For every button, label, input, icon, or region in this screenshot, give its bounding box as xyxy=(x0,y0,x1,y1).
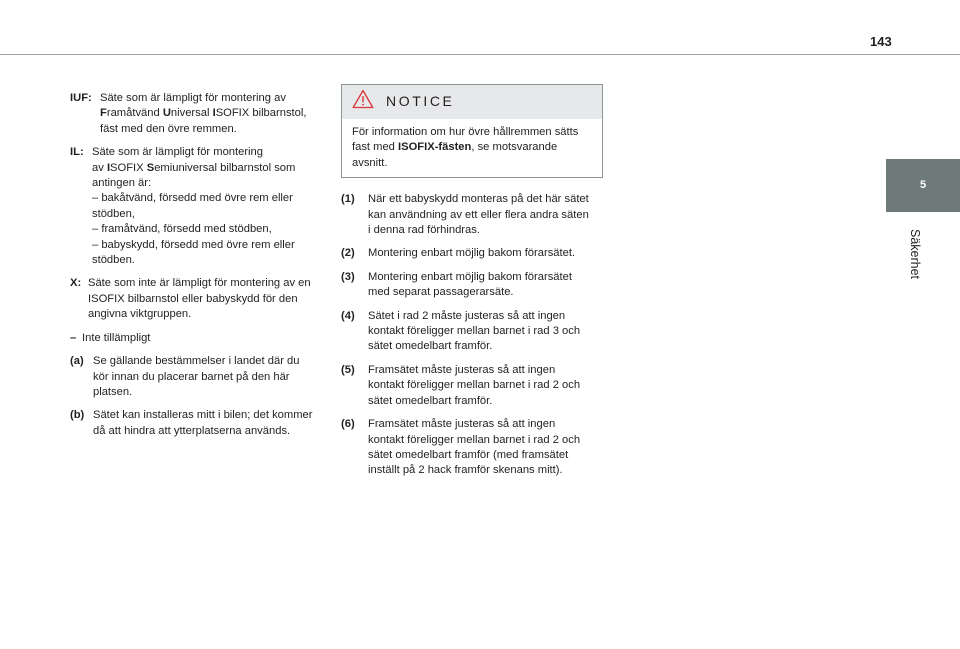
text-span: emiuniversal bilbarnstol som xyxy=(154,161,296,174)
text-line: stödben. xyxy=(92,254,135,267)
legend-key: IUF: xyxy=(70,92,92,104)
warning-triangle-icon xyxy=(352,89,374,114)
bold-letter: F xyxy=(100,107,107,120)
legend-entry-x xyxy=(70,276,335,322)
text-line: sätet omedelbart framför. xyxy=(368,394,493,407)
text-line: Montering enbart möjlig bakom förarsätet. xyxy=(368,247,576,260)
text-span: , se motsvarande xyxy=(471,141,558,154)
text-line: angivna viktgruppen. xyxy=(88,308,192,321)
text-line xyxy=(92,161,335,176)
legend-text xyxy=(100,91,335,137)
text-span: niversal xyxy=(170,107,213,120)
text-line: För information om hur övre hållremmen sätts xyxy=(352,126,579,138)
legend-entry-b xyxy=(70,408,335,439)
left-column xyxy=(70,91,335,447)
legend-entry-a xyxy=(70,354,335,400)
text-line: avsnitt. xyxy=(352,156,388,169)
text-line: – framåtvänd, försedd med stödben, xyxy=(92,223,272,236)
text-line: Sätet i rad 2 måste justeras så att ingen xyxy=(368,309,566,322)
footnote-number: (2) xyxy=(341,247,355,260)
notice-box xyxy=(341,84,603,178)
text-line: Sätet kan installeras mitt i bilen; det kommer xyxy=(93,409,313,422)
legend-key: IL: xyxy=(70,146,84,159)
footnote-text xyxy=(368,309,603,355)
page-number: 143 xyxy=(870,34,892,49)
legend-entry-il xyxy=(70,145,335,268)
footnote-number: (5) xyxy=(341,363,355,376)
footnote-item xyxy=(341,246,603,261)
footnote-text xyxy=(368,270,603,301)
legend-key: X: xyxy=(70,277,82,290)
text-line: Säte som inte är lämpligt för montering av en xyxy=(88,277,311,290)
middle-column xyxy=(341,84,603,487)
footnote-number: (4) xyxy=(341,309,355,322)
text-line: kontakt föreligger mellan barnet i rad 2 och xyxy=(368,433,581,446)
chapter-number-tab[interactable]: 5 xyxy=(886,159,960,212)
bold-letter: I xyxy=(106,161,111,174)
footnote-text xyxy=(368,417,603,479)
text-line: När ett babyskydd monteras på det här sätet xyxy=(368,193,589,206)
bold-letter: S xyxy=(146,161,155,174)
notice-body xyxy=(342,119,602,177)
text-line: – bakåtvänd, försedd med övre rem eller xyxy=(92,192,293,205)
text-line: sätet omedelbart framför. xyxy=(368,340,493,353)
footnote-number: (6) xyxy=(341,418,355,431)
text-line: i denna rad förhindras. xyxy=(368,224,480,237)
legend-key: (a) xyxy=(70,355,84,368)
text-line xyxy=(100,106,335,121)
text-line: antingen är: xyxy=(92,177,152,190)
footnote-number: (3) xyxy=(341,270,355,283)
text-line: kontakt föreligger mellan barnet i rad 2 och xyxy=(368,379,581,392)
footnote-item xyxy=(341,192,603,238)
text-line: Montering enbart möjlig bakom förarsätet xyxy=(368,270,572,283)
text-line: kan användning av ett eller flera andra säten xyxy=(368,208,589,221)
text-span: SOFIX xyxy=(110,161,147,174)
footnote-item xyxy=(341,363,603,409)
text-span: av xyxy=(92,161,107,174)
chapter-title: Säkerhet xyxy=(908,228,922,280)
text-span: SOFIX bilbarnstol, xyxy=(215,107,307,120)
text-line: inställt på 2 hack framför skenans mitt). xyxy=(368,464,563,477)
footnote-text xyxy=(368,363,603,409)
isofix-reference: ISOFIX-fästen xyxy=(398,141,472,154)
text-line: platsen. xyxy=(93,385,133,398)
text-line: Framsätet måste justeras så att ingen xyxy=(368,363,556,376)
legend-text: Inte tillämpligt xyxy=(82,331,151,344)
text-line: kontakt föreligger mellan barnet i rad 3 och xyxy=(368,325,581,338)
text-line: då att hindra att ytterplatserna används. xyxy=(93,424,291,437)
text-line: fäst med den övre remmen. xyxy=(100,122,237,135)
text-line: med separat passagerarsäte. xyxy=(368,286,514,299)
text-line: sätet omedelbart framför (med framsätet xyxy=(368,448,569,461)
footnote-item xyxy=(341,417,603,479)
text-line: ISOFIX bilbarnstol eller babyskydd för den xyxy=(88,292,298,305)
text-span: fast med xyxy=(352,141,399,154)
notice-title: NOTICE xyxy=(386,93,455,110)
legend-text xyxy=(92,145,335,268)
notes-list xyxy=(341,192,603,479)
footnote-text xyxy=(368,192,603,238)
text-line: Se gällande bestämmelser i landet där du xyxy=(93,355,300,368)
legend-text xyxy=(93,408,335,439)
footnote-item xyxy=(341,270,603,301)
text-line: – babyskydd, försedd med övre rem eller xyxy=(92,238,295,251)
bold-letter: U xyxy=(162,107,171,120)
text-line xyxy=(352,140,594,155)
legend-key: (b) xyxy=(70,409,85,422)
text-line: stödben, xyxy=(92,207,135,220)
footnote-number: (1) xyxy=(341,193,355,206)
header-rule xyxy=(0,54,960,55)
footnote-item xyxy=(341,309,603,355)
notice-header xyxy=(342,85,602,119)
bold-letter: I xyxy=(212,107,216,120)
legend-entry-dash xyxy=(70,331,335,346)
legend-text xyxy=(93,354,335,400)
text-line: Framsätet måste justeras så att ingen xyxy=(368,418,556,431)
legend-key: – xyxy=(70,331,77,344)
legend-text xyxy=(88,276,335,322)
text-line: Säte som är lämpligt för montering av xyxy=(100,92,286,104)
footnote-text xyxy=(368,246,603,261)
text-line: kör innan du placerar barnet på den här xyxy=(93,370,290,383)
text-span: ramåtvänd xyxy=(106,107,163,120)
text-line: Säte som är lämpligt för montering xyxy=(92,146,263,159)
legend-entry-iuf xyxy=(70,91,335,137)
